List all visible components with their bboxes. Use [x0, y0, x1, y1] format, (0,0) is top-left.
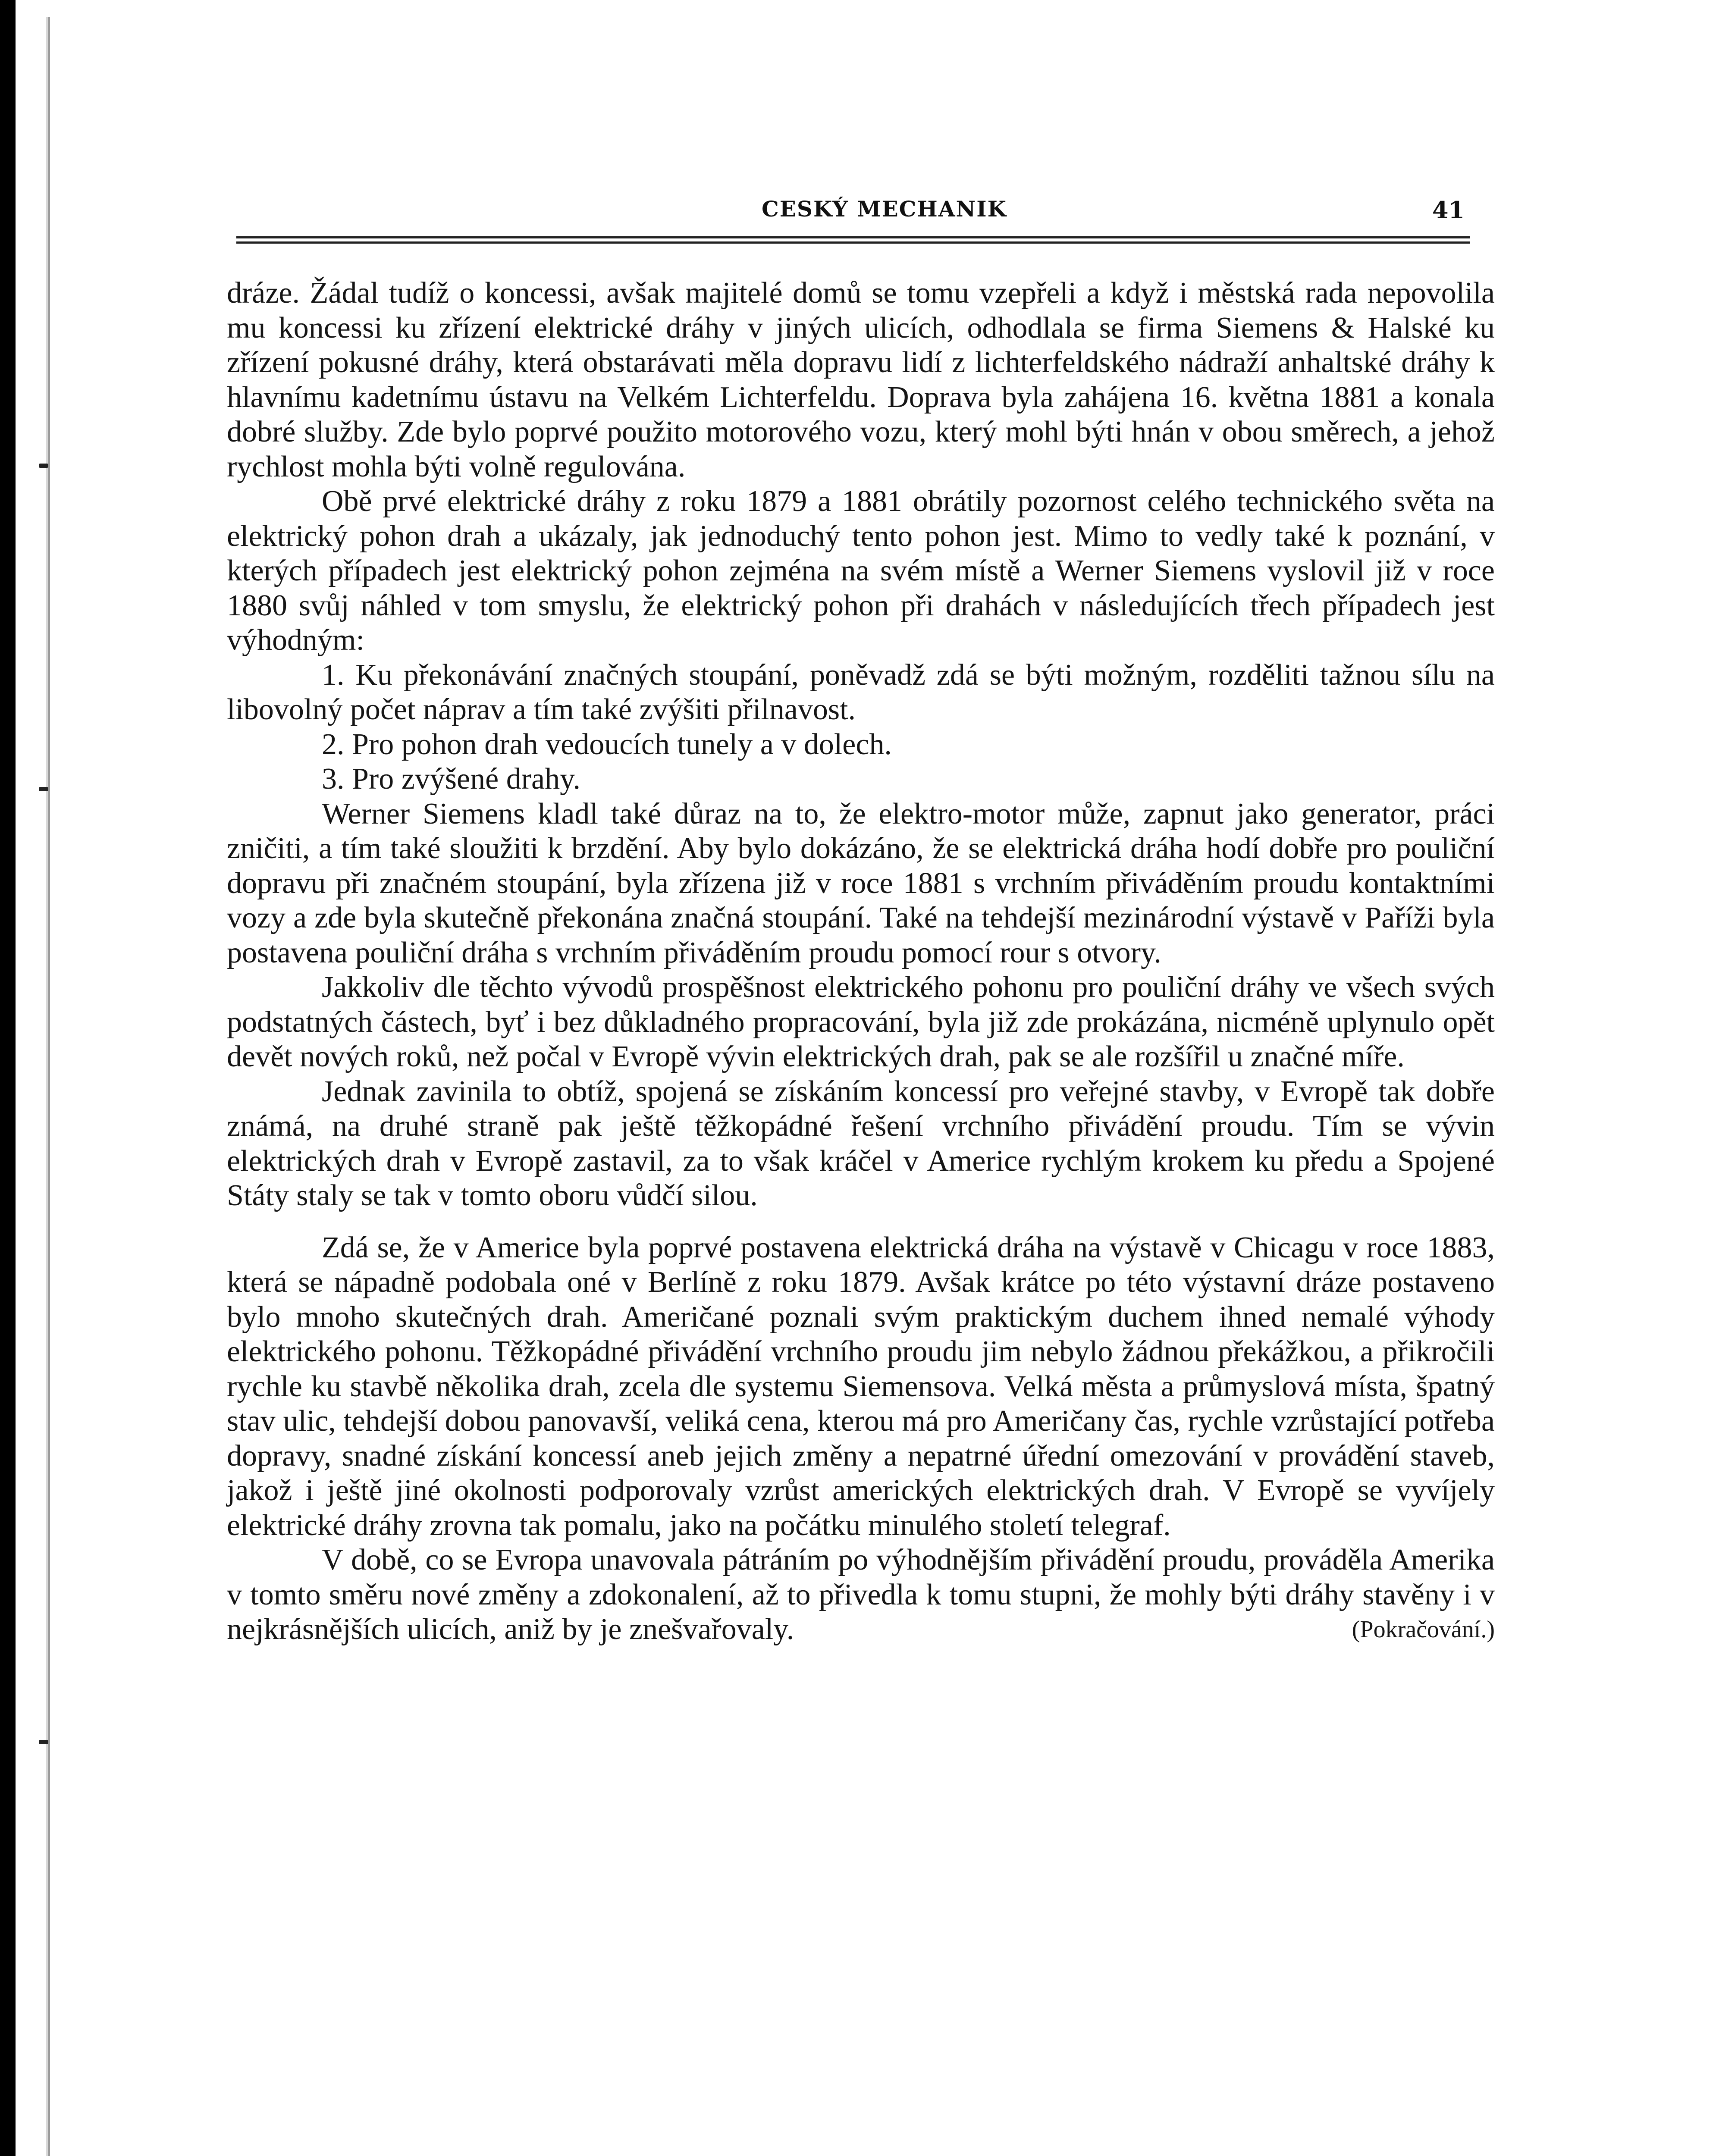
paragraph: dráze. Žádal tudíž o koncessi, avšak majitelé domů se tomu vzepřeli a když i městská rada nepovolila mu koncessi ku zřízení elektrické dráhy v jiných ulicích, odhodlala se firma Siemens & Halské ku zřízení pokusné dráhy, která obstarávati měla dopravu lidí z lichterfeldského nádraží anhaltské dráhy k hlavnímu kadetnímu ústavu na Velkém Lichterfeldu. Doprava byla zahájena 16. května 1881 a konala dobré služby. Zde bylo poprvé použito motorového vozu, který mohl býti hnán v obou směrech, a jehož rychlost mohla býti volně regulována.	[227, 276, 1495, 483]
article-body	[227, 276, 1495, 1647]
binding-edge-shadow	[48, 17, 50, 2156]
paragraph: Werner Siemens kladl také důraz na to, že elektro-motor může, zapnut jako generator, práci zničiti, a tím také sloužiti k brzdění. Aby bylo dokázáno, že se elektrická dráha hodí dobře pro pouliční dopravu při značném stoupání, byla zřízena již v roce 1881 s vrchním přiváděním proudu kontaktními vozy a zde byla skutečně překonána značná stoupání. Také na tehdejší mezinárodní výstavě v Paříži byla postavena pouliční dráha s vrchním přiváděním proudu pomocí rour s otvory.	[227, 797, 1495, 969]
list-item: 3. Pro zvýšené drahy.	[322, 762, 581, 796]
edge-mark	[39, 787, 48, 791]
header-rule	[236, 236, 1470, 238]
header-rule	[236, 241, 1470, 244]
continued-note: (Pokračování.)	[1352, 1616, 1495, 1643]
list-item: 1. Ku překonávání značných stoupání, poněvadž zdá se býti možným, rozděliti tažnou sílu na libovolný počet náprav a tím také zvýšiti přilnavost.	[227, 658, 1495, 726]
journal-title: CESKÝ MECHANIK	[762, 196, 1007, 222]
paragraph	[227, 1543, 1495, 1647]
paragraph: Jednak zavinila to obtíž, spojená se získáním koncessí pro veřejné stavby, v Evropě tak dobře známá, na druhé straně pak ještě těžkopádné řešení vrchního přivádění proudu. Tím se vývin elektrických drah v Evropě zastavil, za to však kráčel v Americe rychlým krokem ku předu a Spojené Státy staly se tak v tomto oboru vůdčí silou.	[227, 1075, 1495, 1212]
paragraph: Jakkoliv dle těchto vývodů prospěšnost elektrického pohonu pro pouliční dráhy ve všech svých podstatných částech, byť i bez důkladného propracování, byla již zde prokázána, nicméně uplynulo opět devět nových roků, než počal v Evropě vývin elektrických drah, pak se ale rozšířil u značné míře.	[227, 971, 1495, 1073]
paragraph-text: V době, co se Evropa unavovala pátráním po výhodnějším přivádění proudu, prováděla Amerika v tomto směru nové změny a zdokonalení, až to přivedla k tomu stupni, že mohly býti dráhy stavěny i v nejkrásnějších ulicích, aniž by je znešvařovaly.	[227, 1543, 1495, 1646]
edge-mark	[39, 1740, 48, 1744]
page	[16, 0, 1716, 2156]
running-header	[218, 196, 1469, 235]
edge-mark	[39, 464, 48, 468]
paragraph: Zdá se, že v Americe byla poprvé postavena elektrická dráha na výstavě v Chicagu v roce 1883, která se nápadně podobala oné v Berlíně z roku 1879. Avšak krátce po této výstavní dráze postaveno bylo mnoho skutečných drah. Američané poznali svým praktickým duchem ihned nemalé výhody elektrického pohonu. Těžkopádné přivádění vrchního proudu jim nebylo žádnou překážkou, a přikročili rychle ku stavbě několika drah, zcela dle systemu Siemensova. Velká města a průmyslová místa, špatný stav ulic, tehdejší dobou panovavší, veliká cena, kterou má pro Američany čas, rychle vzrůstající potřeba dopravy, snadné získání koncessí aneb jejich změny a nepatrné úřední omezování v provádění staveb, jakož i ještě jiné okolnosti podporovaly vzrůst amerických elektrických drah. V Evropě se vyvíjely elektrické dráhy zrovna tak pomalu, jako na počátku minulého století telegraf.	[227, 1231, 1495, 1542]
list-item: 2. Pro pohon drah vedoucích tunely a v dolech.	[322, 727, 892, 761]
page-number: 41	[1432, 196, 1465, 224]
paragraph: Obě prvé elektrické dráhy z roku 1879 a 1881 obrátily pozornost celého technického světa na elektrický pohon drah a ukázaly, jak jednoduchý tento pohon jest. Mimo to vedly také k poznání, v kterých případech jest elektrický pohon zejména na svém místě a Werner Siemens vyslovil již v roce 1880 svůj náhled v tom smyslu, že elektrický pohon při drahách v následujících třech případech jest výhodným:	[227, 485, 1495, 657]
